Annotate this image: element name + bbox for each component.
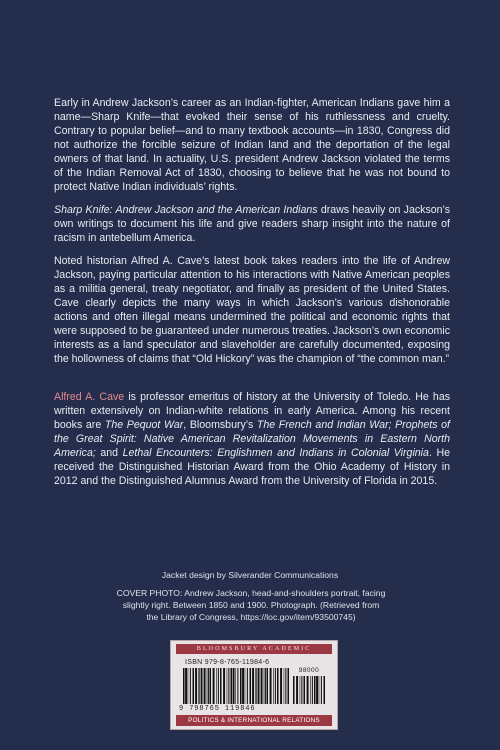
author-name: Alfred A. Cave bbox=[54, 391, 125, 403]
back-cover-blurb bbox=[54, 96, 450, 497]
jacket-design-credit: Jacket design by Silverander Communications bbox=[161, 570, 339, 580]
bio-book-2: The French and Indian War; Prophets of the Great Spirit: Native American Revitalization Movements in Eastern North America; bbox=[54, 419, 450, 459]
price-barcode-icon bbox=[293, 676, 325, 704]
isbn-barcode-panel bbox=[170, 640, 338, 730]
blurb-paragraph-3: Noted historian Alfred A. Cave’s latest book takes readers into the life of Andrew Jackson, paying particular attention to his interactions with Native American peoples as a militia general, treaty negotiator, and finally as president of the United States. Cave clearly depicts the many ways in which Jackson’s various dishonorable actions and often illegal means undermined the political and economic rights that were supposed to be guaranteed under numerous treaties. Jackson’s own economic interests as a land speculator and slaveholder are carefully documented, exposing the hollowness of claims that “Old Hickory” was the champion of “the common man.” bbox=[54, 255, 450, 365]
bio-text-3: and bbox=[95, 447, 123, 459]
bio-text-4: . He received the Distinguished Historian Award from the Ohio Academy of History in 2012 and the Distinguished Alumnus Award from the University of Florida in 2015. bbox=[54, 447, 451, 487]
price-addon-number: 98000 bbox=[298, 667, 320, 674]
bio-text-2: , Bloomsbury’s bbox=[183, 419, 257, 431]
blurb-paragraph-2-text: draws heavily on Jackson’s own writings to document his life and give readers sharp insight into the nature of racism in antebellum America. bbox=[54, 204, 450, 244]
bio-book-1: The Pequot War bbox=[104, 419, 184, 431]
book-title: Sharp Knife: Andrew Jackson and the American Indians bbox=[54, 204, 318, 216]
cover-photo-credit: COVER PHOTO: Andrew Jackson, head-and-shoulders portrait, facing slightly right. Between 1850 and 1900. Photograph. (Retrieved from the Library of Congress, https://loc.gov/item/93500745) bbox=[116, 588, 386, 622]
author-bio bbox=[54, 390, 450, 488]
subject-category-band: POLITICS & INTERNATIONAL RELATIONS bbox=[176, 715, 332, 726]
barcode-icon bbox=[183, 668, 289, 704]
bio-text-1: is professor emeritus of history at the University of Toledo. He has written extensively on Indian-white relations in early America. Among his recent books are bbox=[54, 391, 451, 431]
blurb-paragraph-2 bbox=[54, 203, 450, 245]
bio-book-3: Lethal Encounters: Englishmen and Indians in Colonial Virginia bbox=[122, 447, 429, 459]
barcode-digits: 9 798765 119846 bbox=[179, 705, 256, 713]
isbn-label: ISBN 979-8-765-11984-6 bbox=[185, 659, 270, 666]
blurb-paragraph-1: Early in Andrew Jackson’s career as an Indian-fighter, American Indians gave him a name—Sharp Knife—that evoked their sense of his ruthlessness and cruelty. Contrary to popular belief—and to many textbook accounts—in 1830, Congress did not authorize the forcible seizure of Indian land and the deportation of the legal owners of that land. In actuality, U.S. president Andrew Jackson violated the terms of the Indian Removal Act of 1830, choosing to believe that he was not bound to protect Native Indian individuals’ rights. bbox=[54, 97, 450, 193]
publisher-band: BLOOMSBURY ACADEMIC bbox=[176, 644, 332, 654]
